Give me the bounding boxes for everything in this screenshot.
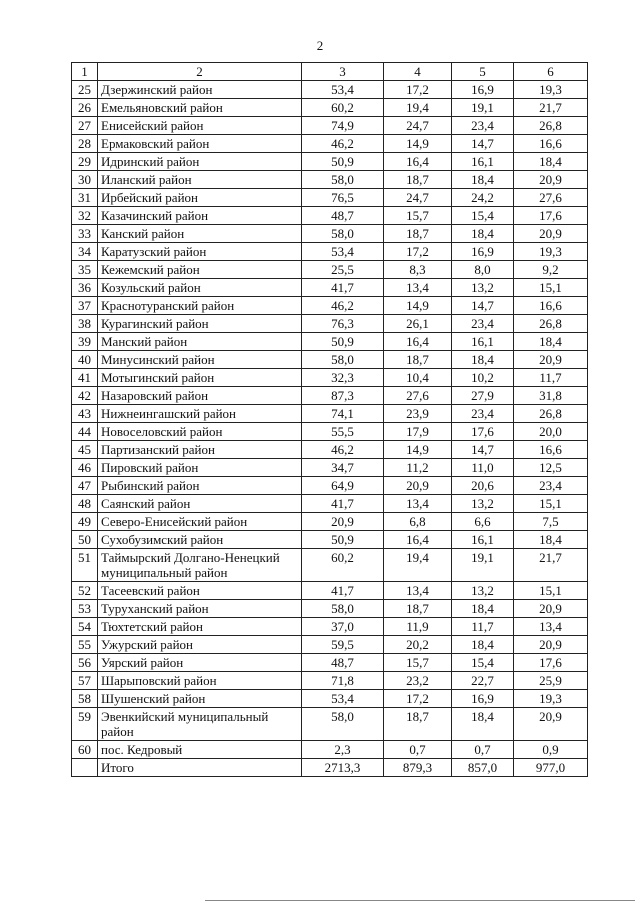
district-name-cell: Шушенский район: [98, 690, 302, 708]
data-table: [71, 62, 588, 777]
table-row: [72, 369, 588, 387]
value-col3-cell: 58,0: [302, 600, 384, 618]
value-col3-cell: 87,3: [302, 387, 384, 405]
row-number-cell: 46: [72, 459, 98, 477]
table-row: [72, 690, 588, 708]
value-col3-cell: 53,4: [302, 81, 384, 99]
row-number-cell: 25: [72, 81, 98, 99]
table-row: [72, 333, 588, 351]
value-col6-cell: 20,9: [514, 636, 588, 654]
value-col4-cell: 27,6: [384, 387, 452, 405]
district-name-cell: Уярский район: [98, 654, 302, 672]
value-col3-cell: 48,7: [302, 654, 384, 672]
value-col3-cell: 55,5: [302, 423, 384, 441]
row-number-cell: 55: [72, 636, 98, 654]
value-col4-cell: 14,9: [384, 441, 452, 459]
header-cell: 2: [98, 63, 302, 81]
table-row: [72, 654, 588, 672]
value-col3-cell: 25,5: [302, 261, 384, 279]
value-col3-cell: 74,9: [302, 117, 384, 135]
value-col4-cell: 24,7: [384, 189, 452, 207]
value-col4-cell: 20,9: [384, 477, 452, 495]
row-number-cell: 29: [72, 153, 98, 171]
row-number-cell: 27: [72, 117, 98, 135]
row-number-cell: 47: [72, 477, 98, 495]
value-col5-cell: 19,1: [452, 549, 514, 582]
table-row: [72, 405, 588, 423]
value-col5-cell: 16,9: [452, 81, 514, 99]
table-row: [72, 477, 588, 495]
value-col3-cell: 46,2: [302, 441, 384, 459]
value-col4-cell: 26,1: [384, 315, 452, 333]
value-col6-cell: 20,0: [514, 423, 588, 441]
district-name-cell: Ужурский район: [98, 636, 302, 654]
value-col3-cell: 2,3: [302, 741, 384, 759]
row-number-cell: 45: [72, 441, 98, 459]
page-bottom-rule: [205, 900, 635, 901]
value-col6-cell: 19,3: [514, 81, 588, 99]
district-name-cell: Тюхтетский район: [98, 618, 302, 636]
row-number-cell: 34: [72, 243, 98, 261]
value-col6-cell: 16,6: [514, 297, 588, 315]
value-col6-cell: 26,8: [514, 117, 588, 135]
value-col4-cell: 13,4: [384, 279, 452, 297]
row-number-cell: 26: [72, 99, 98, 117]
value-col4-cell: 13,4: [384, 495, 452, 513]
table-row: [72, 207, 588, 225]
table-row: [72, 495, 588, 513]
district-name-cell: Каратузский район: [98, 243, 302, 261]
district-name-cell: Манский район: [98, 333, 302, 351]
value-col3-cell: 58,0: [302, 708, 384, 741]
row-number-cell: 37: [72, 297, 98, 315]
district-name-cell: Мотыгинский район: [98, 369, 302, 387]
district-name-cell: Курагинский район: [98, 315, 302, 333]
value-col4-cell: 18,7: [384, 600, 452, 618]
value-col5-cell: 14,7: [452, 297, 514, 315]
row-number-cell: 48: [72, 495, 98, 513]
value-col5-cell: 13,2: [452, 495, 514, 513]
value-col4-cell: 19,4: [384, 99, 452, 117]
district-name-cell: Кежемский район: [98, 261, 302, 279]
value-col6-cell: 17,6: [514, 207, 588, 225]
value-col4-cell: 15,7: [384, 207, 452, 225]
value-col3-cell: 53,4: [302, 690, 384, 708]
value-col4-cell: 14,9: [384, 135, 452, 153]
value-col4-cell: 17,2: [384, 243, 452, 261]
value-col3-cell: 74,1: [302, 405, 384, 423]
table-row: [72, 708, 588, 741]
value-col5-cell: 15,4: [452, 654, 514, 672]
value-col4-cell: 6,8: [384, 513, 452, 531]
value-col5-cell: 27,9: [452, 387, 514, 405]
value-col6-cell: 18,4: [514, 531, 588, 549]
table-row: [72, 636, 588, 654]
value-col5-cell: 18,4: [452, 636, 514, 654]
district-name-cell: Ермаковский район: [98, 135, 302, 153]
district-name-cell: Дзержинский район: [98, 81, 302, 99]
value-col5-cell: 19,1: [452, 99, 514, 117]
value-col6-cell: 21,7: [514, 99, 588, 117]
row-number-cell: 44: [72, 423, 98, 441]
value-col5-cell: 23,4: [452, 405, 514, 423]
table-row: [72, 441, 588, 459]
row-number-cell: 54: [72, 618, 98, 636]
table-header-row: [72, 63, 588, 81]
value-col3-cell: 41,7: [302, 495, 384, 513]
table-row: [72, 459, 588, 477]
value-col5-cell: 14,7: [452, 135, 514, 153]
district-name-cell: Нижнеингашский район: [98, 405, 302, 423]
district-name-cell: Назаровский район: [98, 387, 302, 405]
district-name-cell: Казачинский район: [98, 207, 302, 225]
value-col5-cell: 8,0: [452, 261, 514, 279]
row-number-cell: [72, 759, 98, 777]
value-col6-cell: 15,1: [514, 495, 588, 513]
row-number-cell: 30: [72, 171, 98, 189]
value-col3-cell: 32,3: [302, 369, 384, 387]
district-name-cell: Таймырский Долгано-Ненецкий муниципальный район: [98, 549, 302, 582]
value-col3-cell: 60,2: [302, 99, 384, 117]
value-col5-cell: 20,6: [452, 477, 514, 495]
value-col3-cell: 53,4: [302, 243, 384, 261]
value-col5-cell: 18,4: [452, 351, 514, 369]
table-row: [72, 549, 588, 582]
value-col3-cell: 64,9: [302, 477, 384, 495]
value-col6-cell: 18,4: [514, 153, 588, 171]
table-row: [72, 189, 588, 207]
table-row: [72, 261, 588, 279]
district-name-cell: Козульский район: [98, 279, 302, 297]
table-row: [72, 135, 588, 153]
table-row: [72, 297, 588, 315]
value-col3-cell: 76,3: [302, 315, 384, 333]
header-cell: 5: [452, 63, 514, 81]
value-col6-cell: 16,6: [514, 441, 588, 459]
district-name-cell: Тасеевский район: [98, 582, 302, 600]
page-number: 2: [316, 38, 324, 53]
value-col3-cell: 41,7: [302, 279, 384, 297]
value-col4-cell: 23,9: [384, 405, 452, 423]
district-name-cell: Енисейский район: [98, 117, 302, 135]
value-col5-cell: 13,2: [452, 582, 514, 600]
value-col3-cell: 58,0: [302, 225, 384, 243]
value-col6-cell: 23,4: [514, 477, 588, 495]
table-row: [72, 81, 588, 99]
value-col5-cell: 0,7: [452, 741, 514, 759]
value-col4-cell: 11,9: [384, 618, 452, 636]
value-col3-cell: 60,2: [302, 549, 384, 582]
table-row: [72, 279, 588, 297]
value-col3-cell: 46,2: [302, 297, 384, 315]
value-col6-cell: 7,5: [514, 513, 588, 531]
value-col3-cell: 58,0: [302, 351, 384, 369]
value-col4-cell: 879,3: [384, 759, 452, 777]
value-col4-cell: 10,4: [384, 369, 452, 387]
row-number-cell: 53: [72, 600, 98, 618]
value-col3-cell: 2713,3: [302, 759, 384, 777]
header-cell: 3: [302, 63, 384, 81]
district-name-cell: Саянский район: [98, 495, 302, 513]
row-number-cell: 60: [72, 741, 98, 759]
value-col4-cell: 18,7: [384, 171, 452, 189]
value-col4-cell: 11,2: [384, 459, 452, 477]
value-col5-cell: 23,4: [452, 315, 514, 333]
value-col6-cell: 15,1: [514, 582, 588, 600]
row-number-cell: 36: [72, 279, 98, 297]
row-number-cell: 32: [72, 207, 98, 225]
value-col6-cell: 11,7: [514, 369, 588, 387]
table-total-row: [72, 759, 588, 777]
row-number-cell: 49: [72, 513, 98, 531]
row-number-cell: 51: [72, 549, 98, 582]
table-row: [72, 351, 588, 369]
table-row: [72, 117, 588, 135]
value-col4-cell: 19,4: [384, 549, 452, 582]
value-col6-cell: 13,4: [514, 618, 588, 636]
value-col5-cell: 13,2: [452, 279, 514, 297]
value-col3-cell: 34,7: [302, 459, 384, 477]
value-col4-cell: 23,2: [384, 672, 452, 690]
value-col6-cell: 26,8: [514, 405, 588, 423]
district-name-cell: Партизанский район: [98, 441, 302, 459]
header-cell: 1: [72, 63, 98, 81]
table-row: [72, 531, 588, 549]
value-col6-cell: 20,9: [514, 225, 588, 243]
row-number-cell: 35: [72, 261, 98, 279]
value-col4-cell: 17,9: [384, 423, 452, 441]
district-name-cell: Ирбейский район: [98, 189, 302, 207]
value-col3-cell: 50,9: [302, 333, 384, 351]
district-name-cell: пос. Кедровый: [98, 741, 302, 759]
value-col3-cell: 50,9: [302, 153, 384, 171]
value-col5-cell: 16,9: [452, 243, 514, 261]
value-col3-cell: 76,5: [302, 189, 384, 207]
table-row: [72, 582, 588, 600]
table-row: [72, 99, 588, 117]
district-name-cell: Краснотуранский район: [98, 297, 302, 315]
row-number-cell: 28: [72, 135, 98, 153]
row-number-cell: 57: [72, 672, 98, 690]
row-number-cell: 42: [72, 387, 98, 405]
district-name-cell: Рыбинский район: [98, 477, 302, 495]
row-number-cell: 59: [72, 708, 98, 741]
district-name-cell: Идринский район: [98, 153, 302, 171]
row-number-cell: 52: [72, 582, 98, 600]
district-name-cell: Емельяновский район: [98, 99, 302, 117]
value-col5-cell: 22,7: [452, 672, 514, 690]
value-col4-cell: 17,2: [384, 81, 452, 99]
value-col4-cell: 8,3: [384, 261, 452, 279]
district-name-cell: Новоселовский район: [98, 423, 302, 441]
district-name-cell: Туруханский район: [98, 600, 302, 618]
value-col4-cell: 0,7: [384, 741, 452, 759]
row-number-cell: 39: [72, 333, 98, 351]
value-col5-cell: 18,4: [452, 171, 514, 189]
value-col3-cell: 48,7: [302, 207, 384, 225]
value-col6-cell: 20,9: [514, 171, 588, 189]
value-col6-cell: 17,6: [514, 654, 588, 672]
value-col4-cell: 17,2: [384, 690, 452, 708]
value-col3-cell: 41,7: [302, 582, 384, 600]
district-name-cell: Северо-Енисейский район: [98, 513, 302, 531]
value-col3-cell: 20,9: [302, 513, 384, 531]
value-col6-cell: 9,2: [514, 261, 588, 279]
value-col4-cell: 18,7: [384, 351, 452, 369]
value-col6-cell: 16,6: [514, 135, 588, 153]
value-col5-cell: 11,7: [452, 618, 514, 636]
table-row: [72, 600, 588, 618]
value-col5-cell: 18,4: [452, 600, 514, 618]
table-row: [72, 423, 588, 441]
value-col4-cell: 18,7: [384, 225, 452, 243]
row-number-cell: 31: [72, 189, 98, 207]
district-name-cell: Пировский район: [98, 459, 302, 477]
district-name-cell: Итого: [98, 759, 302, 777]
value-col5-cell: 23,4: [452, 117, 514, 135]
value-col6-cell: 31,8: [514, 387, 588, 405]
value-col4-cell: 15,7: [384, 654, 452, 672]
table-row: [72, 315, 588, 333]
district-name-cell: Эвенкийский муниципальный район: [98, 708, 302, 741]
value-col5-cell: 16,9: [452, 690, 514, 708]
table-row: [72, 153, 588, 171]
row-number-cell: 56: [72, 654, 98, 672]
value-col4-cell: 20,2: [384, 636, 452, 654]
district-name-cell: Минусинский район: [98, 351, 302, 369]
value-col5-cell: 16,1: [452, 153, 514, 171]
value-col5-cell: 11,0: [452, 459, 514, 477]
table-row: [72, 171, 588, 189]
row-number-cell: 58: [72, 690, 98, 708]
value-col5-cell: 14,7: [452, 441, 514, 459]
table-row: [72, 513, 588, 531]
value-col3-cell: 46,2: [302, 135, 384, 153]
value-col6-cell: 0,9: [514, 741, 588, 759]
value-col6-cell: 25,9: [514, 672, 588, 690]
district-name-cell: Сухобузимский район: [98, 531, 302, 549]
value-col5-cell: 15,4: [452, 207, 514, 225]
value-col6-cell: 15,1: [514, 279, 588, 297]
value-col5-cell: 16,1: [452, 531, 514, 549]
value-col5-cell: 17,6: [452, 423, 514, 441]
value-col6-cell: 977,0: [514, 759, 588, 777]
row-number-cell: 50: [72, 531, 98, 549]
value-col6-cell: 19,3: [514, 690, 588, 708]
value-col6-cell: 19,3: [514, 243, 588, 261]
value-col5-cell: 10,2: [452, 369, 514, 387]
value-col4-cell: 14,9: [384, 297, 452, 315]
value-col3-cell: 59,5: [302, 636, 384, 654]
value-col6-cell: 12,5: [514, 459, 588, 477]
value-col5-cell: 857,0: [452, 759, 514, 777]
table-row: [72, 387, 588, 405]
value-col4-cell: 24,7: [384, 117, 452, 135]
row-number-cell: 38: [72, 315, 98, 333]
table-row: [72, 741, 588, 759]
value-col5-cell: 16,1: [452, 333, 514, 351]
row-number-cell: 43: [72, 405, 98, 423]
value-col3-cell: 50,9: [302, 531, 384, 549]
table-row: [72, 243, 588, 261]
value-col6-cell: 18,4: [514, 333, 588, 351]
district-name-cell: Канский район: [98, 225, 302, 243]
value-col5-cell: 18,4: [452, 225, 514, 243]
value-col5-cell: 6,6: [452, 513, 514, 531]
value-col4-cell: 16,4: [384, 531, 452, 549]
value-col5-cell: 24,2: [452, 189, 514, 207]
row-number-cell: 41: [72, 369, 98, 387]
table-row: [72, 225, 588, 243]
value-col6-cell: 20,9: [514, 600, 588, 618]
value-col6-cell: 20,9: [514, 351, 588, 369]
value-col6-cell: 27,6: [514, 189, 588, 207]
value-col3-cell: 58,0: [302, 171, 384, 189]
value-col4-cell: 13,4: [384, 582, 452, 600]
header-cell: 4: [384, 63, 452, 81]
row-number-cell: 40: [72, 351, 98, 369]
district-name-cell: Шарыповский район: [98, 672, 302, 690]
value-col4-cell: 16,4: [384, 153, 452, 171]
value-col4-cell: 16,4: [384, 333, 452, 351]
row-number-cell: 33: [72, 225, 98, 243]
value-col3-cell: 71,8: [302, 672, 384, 690]
value-col4-cell: 18,7: [384, 708, 452, 741]
value-col5-cell: 18,4: [452, 708, 514, 741]
value-col6-cell: 20,9: [514, 708, 588, 741]
district-name-cell: Иланский район: [98, 171, 302, 189]
value-col6-cell: 26,8: [514, 315, 588, 333]
table-row: [72, 672, 588, 690]
value-col6-cell: 21,7: [514, 549, 588, 582]
table-row: [72, 618, 588, 636]
value-col3-cell: 37,0: [302, 618, 384, 636]
header-cell: 6: [514, 63, 588, 81]
